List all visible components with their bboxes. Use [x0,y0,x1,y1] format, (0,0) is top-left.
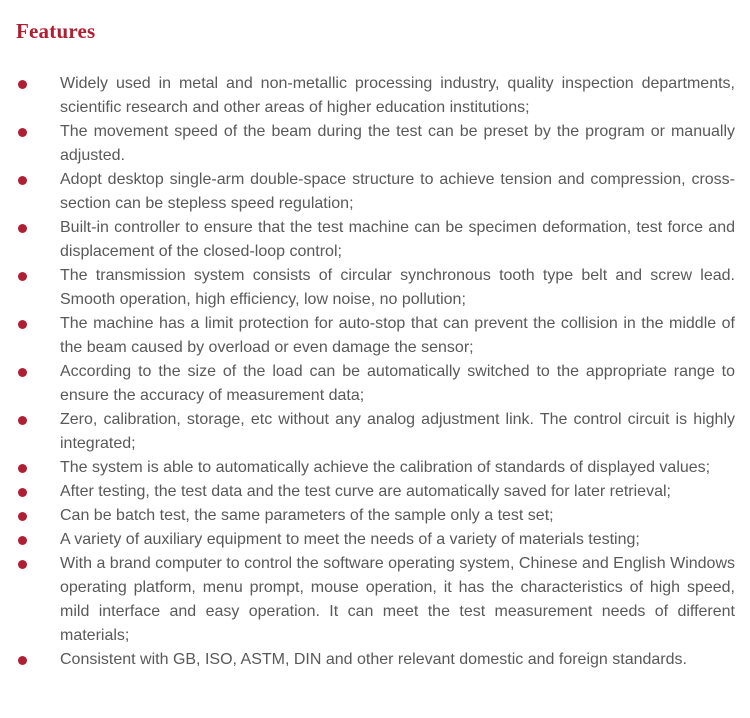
feature-list-item [0,456,750,480]
feature-text: Adopt desktop single-arm double-space structure to achieve tension and compression, cross-section can be stepless speed regulation; [60,171,735,212]
feature-list-item [0,480,750,504]
feature-text: Zero, calibration, storage, etc without any analog adjustment link. The control circuit is highly integrated; [60,411,735,452]
feature-list-item [0,528,750,552]
feature-text: Widely used in metal and non-metallic processing industry, quality inspection departments, scientific research and other areas of higher education institutions; [60,75,735,116]
bullet-icon [18,368,27,377]
feature-text: Can be batch test, the same parameters of the sample only a test set; [60,507,554,524]
feature-text: Built-in controller to ensure that the test machine can be specimen deformation, test force and displacement of the closed-loop control; [60,219,735,260]
feature-list-item [0,552,750,648]
feature-list-item [0,72,750,120]
feature-list-item [0,360,750,408]
bullet-icon [18,656,27,665]
feature-text: The system is able to automatically achieve the calibration of standards of displayed values; [60,459,711,476]
page-title: Features [16,19,96,43]
feature-text: Consistent with GB, ISO, ASTM, DIN and other relevant domestic and foreign standards. [60,651,687,668]
feature-list-item [0,168,750,216]
bullet-icon [18,128,27,137]
feature-list-item [0,648,750,672]
bullet-icon [18,272,27,281]
feature-text: The transmission system consists of circular synchronous tooth type belt and screw lead. Smooth operation, high efficiency, low noise, no pollution; [60,267,735,308]
feature-list-item [0,264,750,312]
feature-text: The machine has a limit protection for auto-stop that can prevent the collision in the middle of the beam caused by overload or even damage the sensor; [60,315,735,356]
feature-text: According to the size of the load can be automatically switched to the appropriate range to ensure the accuracy of measurement data; [60,363,735,404]
feature-text: A variety of auxiliary equipment to meet the needs of a variety of materials testing; [60,531,640,548]
bullet-icon [18,464,27,473]
feature-text: After testing, the test data and the test curve are automatically saved for later retrieval; [60,483,671,500]
feature-text: The movement speed of the beam during the test can be preset by the program or manually adjusted. [60,123,735,164]
feature-list-item [0,120,750,168]
bullet-icon [18,536,27,545]
bullet-icon [18,416,27,425]
bullet-icon [18,320,27,329]
feature-text: With a brand computer to control the software operating system, Chinese and English Windows operating platform, menu prompt, mouse operation, it has the characteristics of high speed, mild interface and easy operation. It can meet the test measurement needs of different materials; [60,555,735,644]
bullet-icon [18,560,27,569]
bullet-icon [18,224,27,233]
bullet-icon [18,488,27,497]
bullet-icon [18,176,27,185]
feature-list-item [0,504,750,528]
features-list [0,72,750,672]
bullet-icon [18,80,27,89]
feature-list-item [0,408,750,456]
feature-list-item [0,216,750,264]
bullet-icon [18,512,27,521]
feature-list-item [0,312,750,360]
